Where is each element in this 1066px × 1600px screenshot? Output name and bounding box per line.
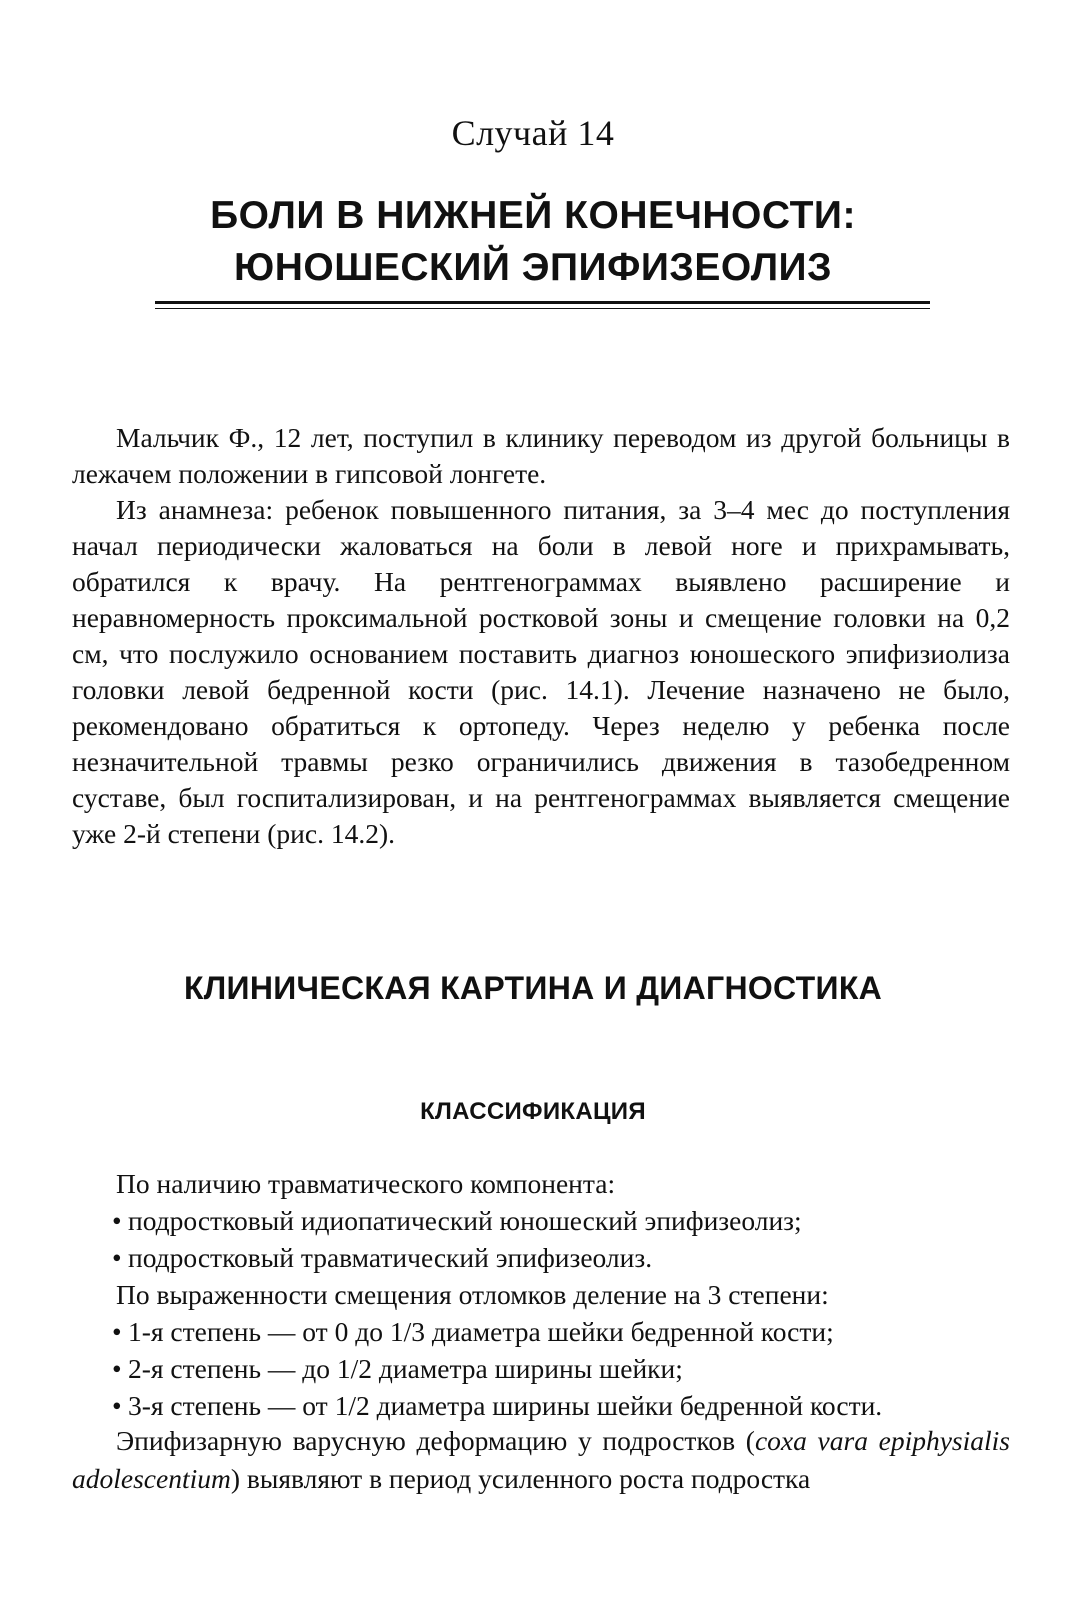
intro-paragraph-1: Мальчик Ф., 12 лет, поступил в клинику переводом из другой больницы в лежачем положении в гипсовой лонгете.	[72, 422, 1010, 489]
classification-lead-1: По наличию травматического компонента:	[116, 1168, 616, 1199]
chapter-title-line-1: БОЛИ В НИЖНЕЙ КОНЕЧНОСТИ:	[210, 194, 856, 237]
bullet-mark: •	[112, 1390, 122, 1421]
subsection-title: КЛАССИФИКАЦИЯ	[420, 1098, 646, 1125]
bullet-mark: •	[112, 1353, 122, 1384]
classification-list-2	[72, 1313, 1010, 1424]
bullet-mark: •	[112, 1205, 122, 1236]
bullet-mark: •	[112, 1242, 122, 1273]
list-item: • подростковый травматический эпифизеолиз.	[72, 1239, 1010, 1276]
classification-block	[72, 1165, 1010, 1424]
list-item: • 3-я степень — от 1/2 диаметра ширины шейки бедренной кости.	[72, 1387, 1010, 1424]
classification-lead-2: По выраженности смещения отломков деление на 3 степени:	[116, 1279, 829, 1310]
classification-list-1	[72, 1202, 1010, 1276]
section-title: КЛИНИЧЕСКАЯ КАРТИНА И ДИАГНОСТИКА	[183, 970, 883, 1006]
final-paragraph: Эпифизарную варусную деформацию у подростков (coxa vara epiphysialis adolescentium) выявляют в период усиленного роста подростка	[72, 1425, 1010, 1494]
chapter-title	[0, 190, 1066, 294]
intro-text	[72, 420, 1010, 852]
intro-paragraph-2: Из анамнеза: ребенок повышенного питания, за 3–4 мес до поступления начал периодически жаловаться на боли в левой ноге и прихрамывать, обратился к врачу. На рентгенограммах выявлено расширение и неравномерность проксимальной ростковой зоны и смещение головки на 0,2 см, что послужило основанием поставить диагноз юношеского эпифизиолиза головки левой бедренной кости (рис. 14.1). Лечение назначено не было, рекомендовано обратиться к ортопеду. Через неделю у ребенка после незначительной травмы резко ограничились движения в тазобедренном суставе, был госпитализирован, и на рентгенограммах выявляется смещение уже 2-й степени (рис. 14.2).	[72, 494, 1010, 849]
title-divider	[155, 301, 930, 309]
list-item: • подростковый идиопатический юношеский эпифизеолиз;	[72, 1202, 1010, 1239]
chapter-title-line-2: ЮНОШЕСКИЙ ЭПИФИЗЕОЛИЗ	[233, 246, 833, 289]
list-item: • 2-я степень — до 1/2 диаметра ширины шейки;	[72, 1350, 1010, 1387]
case-label: Случай 14	[451, 113, 615, 153]
list-item: • 1-я степень — от 0 до 1/3 диаметра шейки бедренной кости;	[72, 1313, 1010, 1350]
final-paragraph-block	[72, 1422, 1010, 1498]
latin-term: coxa vara epiphysialis adolescentium	[72, 1425, 1010, 1494]
bullet-mark: •	[112, 1316, 122, 1347]
